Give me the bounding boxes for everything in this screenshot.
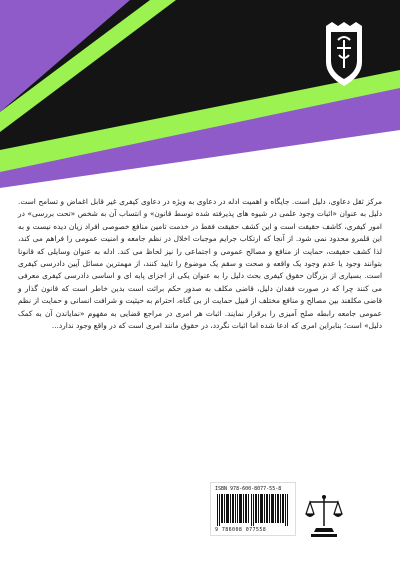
scales-of-justice-icon xyxy=(303,492,345,538)
body-text: مرکز ثقل دعاوی، دلیل است. جایگاه و اهمیت ادله در دعاوی به ویژه در دعاوی کیفری غیر قابل اغماض و تسامح است. دلیل به عنوان «اثبات وجود علمی در شیوه های پذیرفته شده توسط قانون» و انتساب آن به شخص «تحت بررسی» در امور کیفری، کاشف حقیقت است و این کشف حقیقت فقط در خدمت تامین منافع خصوصی افراد زیان دیده نیست و به این قلمرو محدود نمی شود. از آنجا که ارتکاب جرایم موجبات اخلال در نظم جامعه و امنیت عمومی را فراهم می کند، لذا کشف حقیقت، حمایت از منافع و مصالح عمومی و اجتماعی را نیز لحاظ می کند. ادله به عنوان وسایلی که قانونا بتوانند وجود یا عدم وجود یک واقعه و صحت و سقم یک موضوع را تایید کنند، از مهمترین مسائل آیین دادرسی کیفری است. بسیاری از بزرگان حقوق کیفری بحث دلیل را به عنوان یکی از اجزای پایه ای و اساسی دادرسی کیفری معرفی می کنند چرا که در صورت فقدان دلیل، قاضی مکلف به صدور حکم برائت است بدین خاطر است که قانون گذار و قاضی مکلفند بین مصالح و منافع مختلف از قبیل حمایت از بی گناه، احترام به حیثیت و شرافت انسانی و حمایت از نظم عمومی جامعه رابطه صلح آمیزی را برقرار نمایند. اثبات هر امری در مراجع قضایی به مفهوم «نمایاندن آن به کمک دلیل» است؛ بنابراین امری که ادعا شده اما اثبات نگردد، در حقوق مانند امری است که در واقع وجود ندارد... xyxy=(18,197,382,331)
header-art xyxy=(0,0,400,190)
barcode xyxy=(210,482,296,536)
barcode-digits: 9 786008 077558 xyxy=(215,527,267,533)
barcode-bars xyxy=(217,494,289,526)
isbn-label: ISBN 978-600-8077-55-8 xyxy=(215,486,282,492)
